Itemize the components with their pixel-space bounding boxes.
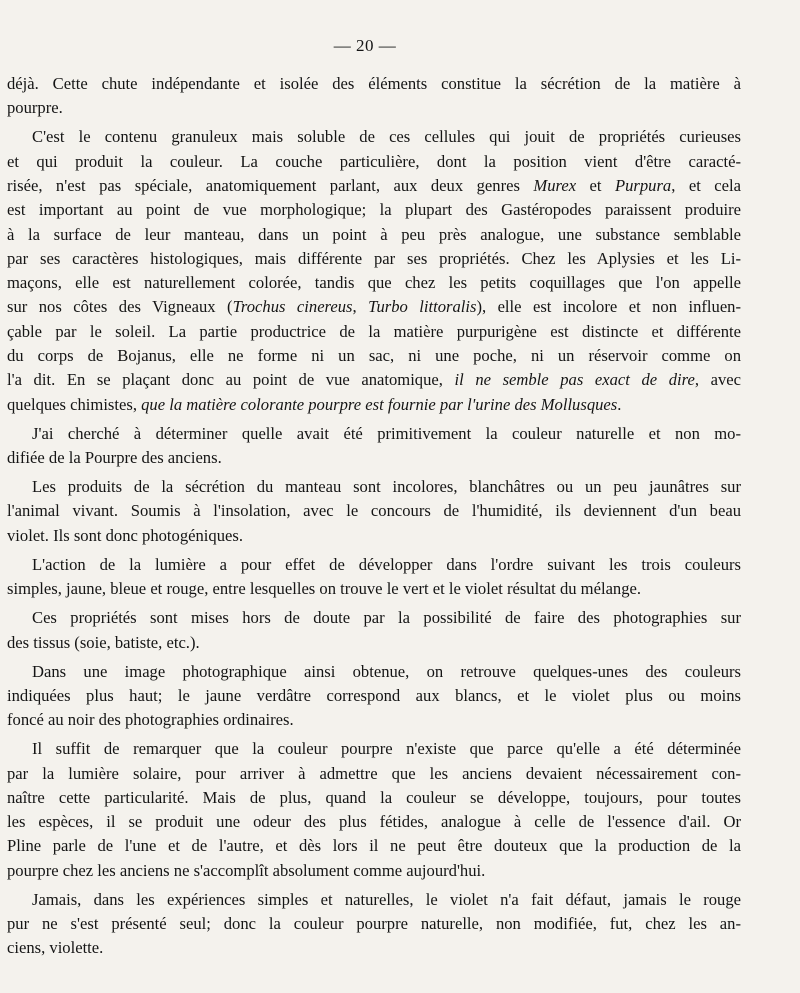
species-name-trochus: Trochus cinereus <box>232 297 353 317</box>
paragraph <box>7 606 741 655</box>
paragraph <box>7 125 741 417</box>
text-line: Jamais, dans les expériences simples et naturelles, le violet n'a fait défaut, jamais le rouge <box>32 889 741 909</box>
text-run: risée, n'est pas spéciale, anatomiquement parlant, aux deux genres <box>7 175 534 195</box>
text-line <box>7 368 741 392</box>
text-line: J'ai cherché à déterminer quelle avait été primitivement la couleur naturelle et non mo- <box>32 423 741 443</box>
text-run: quelques chimistes, <box>7 394 142 414</box>
page-number: — 20 — <box>333 36 397 55</box>
text-line: simples, jaune, bleue et rouge, entre lesquelles on trouve le vert et le violet résultat du mélange. <box>7 579 642 599</box>
text-line: par la lumière solaire, pour arriver à admettre que les anciens devaient nécessairement con- <box>7 763 741 783</box>
paragraph <box>7 475 741 548</box>
text-line: des tissus (soie, batiste, etc.). <box>7 632 200 652</box>
text-run: , et cela <box>671 175 741 195</box>
text-line: maçons, elle est naturellement colorée, tandis que chez les petits coquillages que l'on appelle <box>7 273 741 293</box>
species-name-purpura: Purpura <box>614 175 672 195</box>
text-line: l'animal vivant. Soumis à l'insolation, avec le concours de l'humidité, ils deviennent d'un beau <box>7 501 741 521</box>
text-line: Il suffit de remarquer que la couleur pourpre n'existe que parce qu'elle a été déterminée <box>32 739 741 759</box>
text-line: naître cette particularité. Mais de plus, quand la couleur se développe, toujours, pour toutes <box>7 787 741 807</box>
text-line: Dans une image photographique ainsi obtenue, on retrouve quelques-unes des couleurs <box>32 661 741 681</box>
species-name-murex: Murex <box>533 175 577 195</box>
text-line: à la surface de leur manteau, dans un point à peu près analogue, une substance semblable <box>7 224 741 244</box>
text-run: sur nos côtes des Vigneaux ( <box>7 297 233 317</box>
paragraph <box>7 888 741 961</box>
text-line: les espèces, il se produit une odeur des plus fétides, analogue à celle de l'essence d'ail. Or <box>7 812 741 832</box>
text-run: , avec <box>694 370 741 390</box>
text-run: ), elle est incolore et non influen- <box>476 297 742 317</box>
text-line: Pline parle de l'une et de l'autre, et dès lors il ne peut être douteux que la production de la <box>7 836 741 856</box>
text-line: pourpre. <box>7 98 63 118</box>
text-line: ciens, violette. <box>7 938 104 958</box>
text-run: et <box>576 175 615 195</box>
text-line: du corps de Bojanus, elle ne forme ni un sac, ni une poche, ni un réservoir comme on <box>7 346 741 366</box>
text-line: pur ne s'est présenté seul; donc la couleur pourpre naturelle, non modifiée, fut, chez les an- <box>7 914 741 934</box>
italic-quotation: que la matière colorante pourpre est fournie par l'urine des Mollusques <box>141 394 618 414</box>
text-line: Ces propriétés sont mises hors de doute par la possibilité de faire des photographies sur <box>32 608 741 628</box>
text-line: déjà. Cette chute indépendante et isolée des éléments constitue la sécrétion de la matière à <box>7 74 741 93</box>
text-line <box>7 295 741 319</box>
paragraph <box>7 553 741 602</box>
text-line: indiquées plus haut; le jaune verdâtre correspond aux blancs, et le violet plus ou moins <box>7 685 741 705</box>
text-line: pourpre chez les anciens ne s'accomplît absolument comme aujourd'hui. <box>7 860 486 880</box>
paragraph <box>7 422 741 471</box>
species-name-turbo: Turbo littoralis <box>368 297 477 317</box>
text-line: par ses caractères histologiques, mais différente par ses propriétés. Chez les Aplysies et les Li- <box>7 248 741 268</box>
paragraph <box>7 737 741 883</box>
text-run: l'a dit. En se plaçant donc au point de vue anatomique, <box>7 370 455 390</box>
text-line: foncé au noir des photographies ordinaires. <box>7 710 294 730</box>
text-line <box>7 174 741 198</box>
text-line: L'action de la lumière a pour effet de développer dans l'ordre suivant les trois couleurs <box>32 554 741 574</box>
text-run: . <box>617 394 622 414</box>
text-line: Les produits de la sécrétion du manteau sont incolores, blanchâtres ou un peu jaunâtres sur <box>32 477 741 497</box>
italic-phrase: il ne semble pas exact de dire <box>454 370 695 390</box>
body-text <box>7 72 741 966</box>
paragraph <box>7 72 741 121</box>
text-line: et qui produit la couleur. La couche particulière, dont la position vient d'être caracté- <box>7 151 741 171</box>
text-line: violet. Ils sont donc photogéniques. <box>7 525 243 545</box>
text-line: difiée de la Pourpre des anciens. <box>7 448 222 468</box>
text-line: çable par le soleil. La partie productrice de la matière purpurigène est distincte et différente <box>7 321 741 341</box>
text-line <box>7 393 741 417</box>
text-line: C'est le contenu granuleux mais soluble de ces cellules qui jouit de propriétés curieuses <box>32 127 741 147</box>
text-run: , <box>352 297 369 317</box>
paragraph <box>7 660 741 733</box>
text-line: est important au point de vue morphologique; la plupart des Gastéropodes paraissent produire <box>7 200 741 220</box>
